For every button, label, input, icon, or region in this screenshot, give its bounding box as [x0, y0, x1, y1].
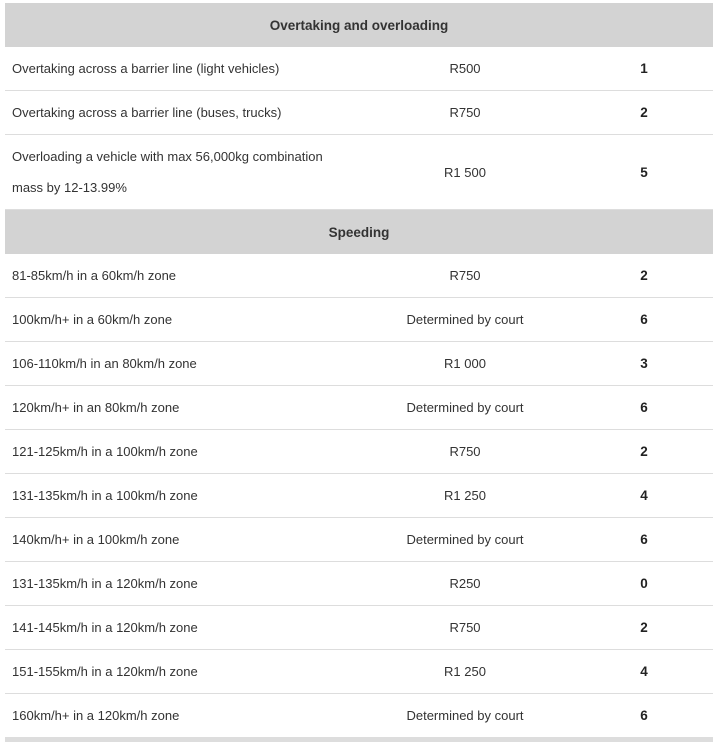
points-cell: 6 — [575, 694, 713, 738]
points-cell: 6 — [575, 298, 713, 342]
fine-cell: R1 250 — [355, 650, 575, 694]
offence-cell: Overtaking across a barrier line (light vehicles) — [5, 47, 355, 91]
table-row — [5, 474, 713, 518]
table-row — [5, 518, 713, 562]
fine-cell: Determined by court — [355, 298, 575, 342]
table-bottom-border — [5, 738, 713, 742]
offence-cell: 160km/h+ in a 120km/h zone — [5, 694, 355, 738]
table-row — [5, 298, 713, 342]
table-row — [5, 606, 713, 650]
section-header-overtaking — [5, 3, 713, 47]
offence-line-1: Overloading a vehicle with max 56,000kg combination — [12, 149, 323, 164]
offence-cell: 141-145km/h in a 120km/h zone — [5, 606, 355, 650]
points-cell: 2 — [575, 91, 713, 135]
points-cell: 3 — [575, 342, 713, 386]
fine-cell: R750 — [355, 254, 575, 298]
section-title: Speeding — [5, 210, 713, 255]
offence-cell — [5, 135, 355, 210]
table-row — [5, 135, 713, 210]
points-cell: 2 — [575, 606, 713, 650]
offence-line-2: mass by 12-13.99% — [12, 180, 127, 195]
points-cell: 4 — [575, 650, 713, 694]
fine-cell: R500 — [355, 47, 575, 91]
fine-cell: Determined by court — [355, 386, 575, 430]
offence-cell: 120km/h+ in an 80km/h zone — [5, 386, 355, 430]
table-row — [5, 342, 713, 386]
fine-cell: R250 — [355, 562, 575, 606]
points-cell: 4 — [575, 474, 713, 518]
fine-cell: R750 — [355, 606, 575, 650]
offence-cell: 81-85km/h in a 60km/h zone — [5, 254, 355, 298]
points-cell: 0 — [575, 562, 713, 606]
offence-cell: 131-135km/h in a 100km/h zone — [5, 474, 355, 518]
table-row — [5, 650, 713, 694]
table-row — [5, 47, 713, 91]
offence-cell: 100km/h+ in a 60km/h zone — [5, 298, 355, 342]
points-cell: 2 — [575, 254, 713, 298]
offence-cell: 121-125km/h in a 100km/h zone — [5, 430, 355, 474]
points-cell: 6 — [575, 386, 713, 430]
section-title: Overtaking and overloading — [5, 3, 713, 47]
table-row — [5, 562, 713, 606]
table-row — [5, 430, 713, 474]
offence-cell: Overtaking across a barrier line (buses, trucks) — [5, 91, 355, 135]
points-cell: 5 — [575, 135, 713, 210]
fines-table — [5, 3, 713, 738]
fines-table-container — [5, 3, 713, 742]
table-row — [5, 254, 713, 298]
fine-cell: R750 — [355, 91, 575, 135]
offence-cell: 151-155km/h in a 120km/h zone — [5, 650, 355, 694]
points-cell: 6 — [575, 518, 713, 562]
table-row — [5, 694, 713, 738]
offence-cell: 140km/h+ in a 100km/h zone — [5, 518, 355, 562]
points-cell: 1 — [575, 47, 713, 91]
fine-cell: R1 250 — [355, 474, 575, 518]
fine-cell: R750 — [355, 430, 575, 474]
section-header-speeding — [5, 210, 713, 255]
offence-cell: 131-135km/h in a 120km/h zone — [5, 562, 355, 606]
fine-cell: Determined by court — [355, 518, 575, 562]
table-row — [5, 386, 713, 430]
fine-cell: R1 000 — [355, 342, 575, 386]
fine-cell: R1 500 — [355, 135, 575, 210]
table-row — [5, 91, 713, 135]
offence-cell: 106-110km/h in an 80km/h zone — [5, 342, 355, 386]
points-cell: 2 — [575, 430, 713, 474]
fine-cell: Determined by court — [355, 694, 575, 738]
